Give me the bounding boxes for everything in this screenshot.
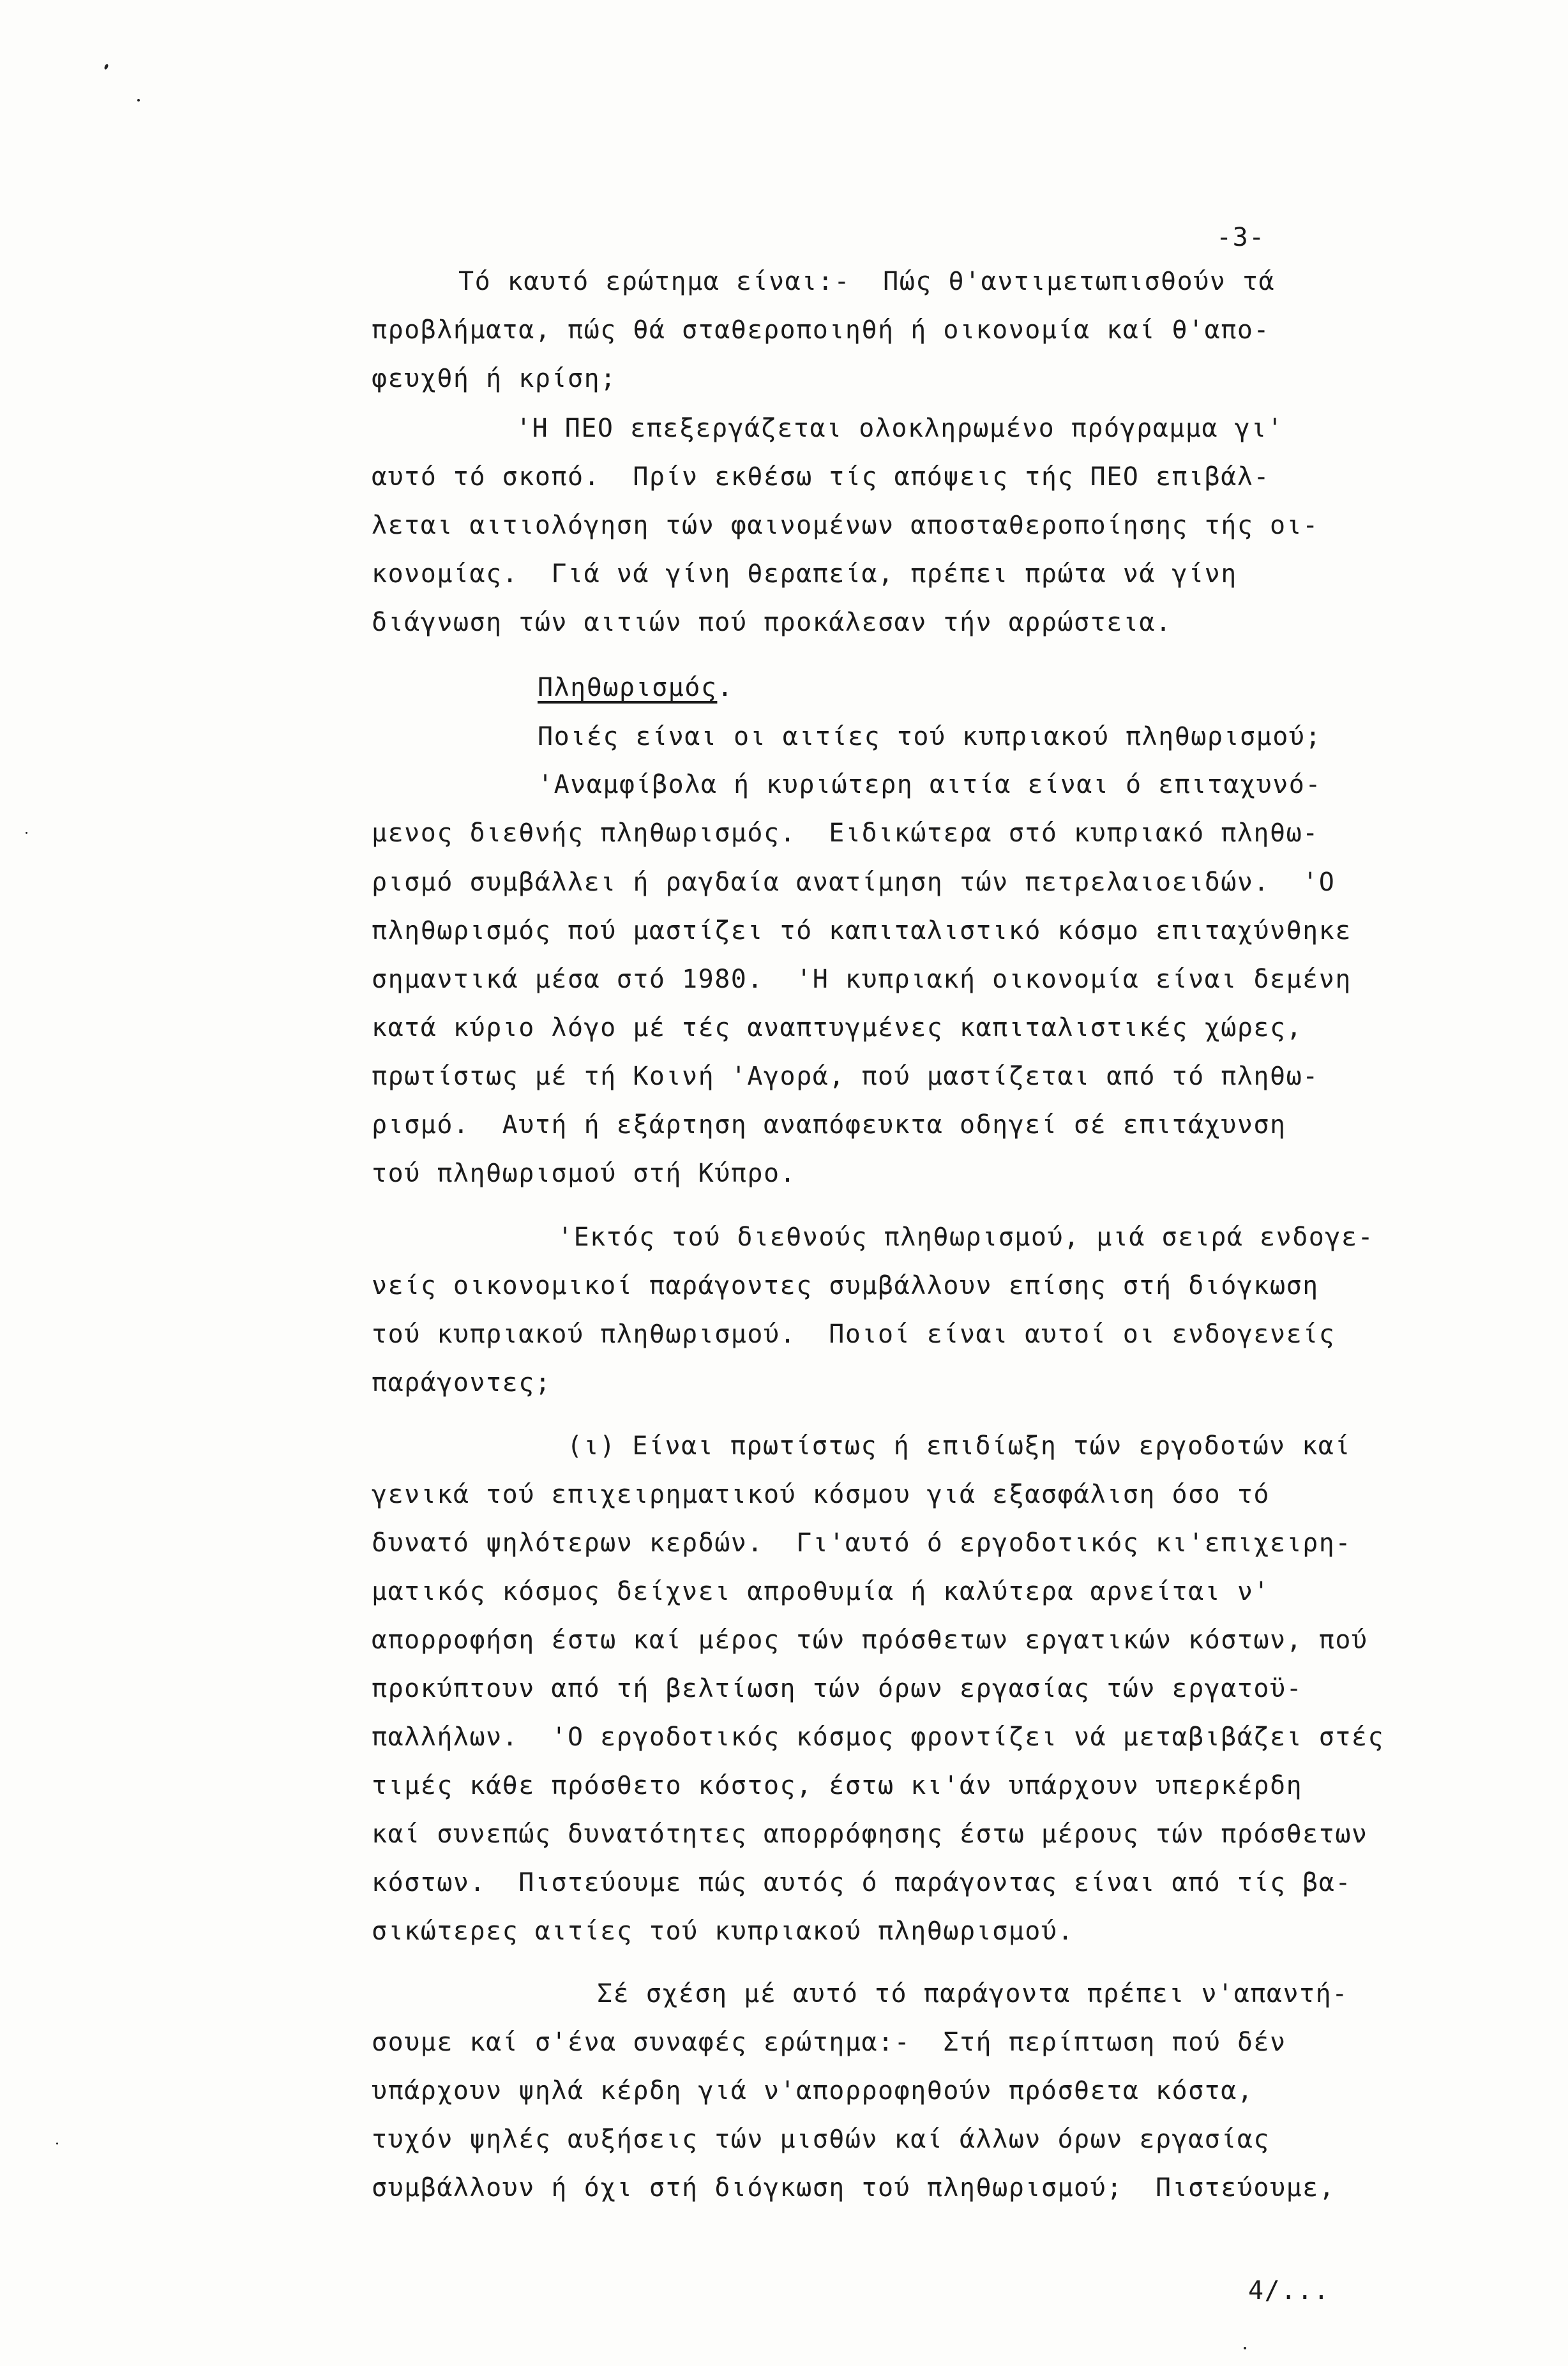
text-line-32: κόστων. Πιστεύουμε πώς αυτός ό παράγοντας είναι από τίς βα- [372,1868,1352,1897]
text-line-17: ρισμό. Αυτή ή εξάρτηση αναπόφευκτα οδηγεί σέ επιτάχυνση [372,1110,1286,1140]
text-line-15: κατά κύριο λόγο μέ τές αναπτυγμένες καπιταλιστικές χώρες, [372,1013,1303,1043]
text-line-37: τυχόν ψηλές αυξήσεις τών μισθών καί άλλων όρων εργασίας [372,2125,1270,2154]
text-line-8: διάγνωση τών αιτιών πού προκάλεσαν τήν αρρώστεια. [372,608,1172,637]
page-number: -3- [1216,223,1265,252]
text-line-2: προβλήματα, πώς θά σταθεροποιηθή ή οικονομία καί θ'απο- [372,315,1270,345]
text-line-10: 'Αναμφίβολα ή κυριώτερη αιτία είναι ό επιταχυνό- [538,770,1322,799]
text-line-13: πληθωρισμός πού μαστίζει τό καπιταλιστικό κόσμο επιταχύνθηκε [372,916,1352,946]
text-line-34: Σέ σχέση μέ αυτό τό παράγοντα πρέπει ν'απαντή- [597,1979,1348,2008]
text-line-23: (ι) Είναι πρωτίστως ή επιδίωξη τών εργοδοτών καί [567,1431,1351,1461]
text-line-24: γενικά τού επιχειρηματικού κόσμου γιά εξασφάλιση όσο τό [372,1480,1270,1509]
text-line-16: πρωτίστως μέ τή Κοινή 'Αγορά, πού μαστίζεται από τό πληθω- [372,1062,1319,1091]
text-line-3: φευχθή ή κρίση; [372,364,617,393]
text-line-14: σημαντικά μέσα στό 1980. 'Η κυπριακή οικονομία είναι δεμένη [372,965,1352,994]
text-line-12: ρισμό συμβάλλει ή ραγδαία ανατίμηση τών πετρελαιοειδών. 'Ο [372,868,1336,897]
section-heading-punct: . [717,673,734,702]
text-line-7: κονομίας. Γιά νά γίνη θεραπεία, πρέπει πρώτα νά γίνη [372,559,1237,589]
section-heading [538,675,734,700]
scan-speck [1244,2347,1246,2349]
text-line-33: σικώτερες αιτίες τού κυπριακού πληθωρισμού. [372,1917,1074,1946]
text-line-21: τού κυπριακού πληθωρισμού. Ποιοί είναι αυτοί οι ενδογενείς [372,1320,1336,1349]
text-line-26: ματικός κόσμος δείχνει απροθυμία ή καλύτερα αρνείται ν' [372,1577,1270,1606]
text-line-27: απορροφήση έστω καί μέρος τών πρόσθετων εργατικών κόστων, πού [372,1625,1368,1655]
text-line-38: συμβάλλουν ή όχι στή διόγκωση τού πληθωρισμού; Πιστεύουμε, [372,2173,1336,2203]
scan-speck [26,832,27,834]
text-line-11: μενος διεθνής πληθωρισμός. Ειδικώτερα στό κυπριακό πληθω- [372,818,1319,848]
scan-speck [103,63,109,70]
text-line-30: τιμές κάθε πρόσθετο κόστος, έστω κι'άν υπάρχουν υπερκέρδη [372,1771,1303,1800]
continuation-marker: 4/... [1248,2276,1330,2305]
section-heading-text: Πληθωρισμός [538,673,718,702]
text-line-36: υπάρχουν ψηλά κέρδη γιά ν'απορροφηθούν πρόσθετα κόστα, [372,2076,1254,2106]
text-line-28: προκύπτουν από τή βελτίωση τών όρων εργασίας τών εργατοϋ- [372,1674,1303,1703]
text-line-22: παράγοντες; [372,1368,552,1398]
text-line-25: δυνατό ψηλότερων κερδών. Γι'αυτό ό εργοδοτικός κι'επιχειρη- [372,1528,1352,1558]
scan-speck [137,99,140,102]
text-line-5: αυτό τό σκοπό. Πρίν εκθέσω τίς απόψεις τής ΠΕΟ επιβάλ- [372,462,1270,492]
text-line-31: καί συνεπώς δυνατότητες απορρόφησης έστω μέρους τών πρόσθετων [372,1820,1368,1849]
text-line-1: Τό καυτό ερώτημα είναι:- Πώς θ'αντιμετωπισθούν τά [458,267,1276,296]
scan-speck [56,2143,58,2144]
text-line-35: σουμε καί σ'ένα συναφές ερώτημα:- Στή περίπτωση πού δέν [372,2028,1286,2057]
text-line-9: Ποιές είναι οι αιτίες τού κυπριακού πληθωρισμού; [538,722,1322,751]
text-line-6: λεται αιτιολόγηση τών φαινομένων αποσταθεροποίησης τής οι- [372,511,1319,540]
text-line-19: 'Εκτός τού διεθνούς πληθωρισμού, μιά σειρά ενδογε- [557,1223,1375,1252]
text-line-18: τού πληθωρισμού στή Κύπρο. [372,1159,797,1188]
text-line-4: 'Η ΠΕΟ επεξεργάζεται ολοκληρωμένο πρόγραμμα γι' [516,414,1284,443]
text-line-20: νείς οικονομικοί παράγοντες συμβάλλουν επίσης στή διόγκωση [372,1271,1319,1300]
text-line-29: παλλήλων. 'Ο εργοδοτικός κόσμος φροντίζει νά μεταβιβάζει στές [372,1722,1385,1752]
